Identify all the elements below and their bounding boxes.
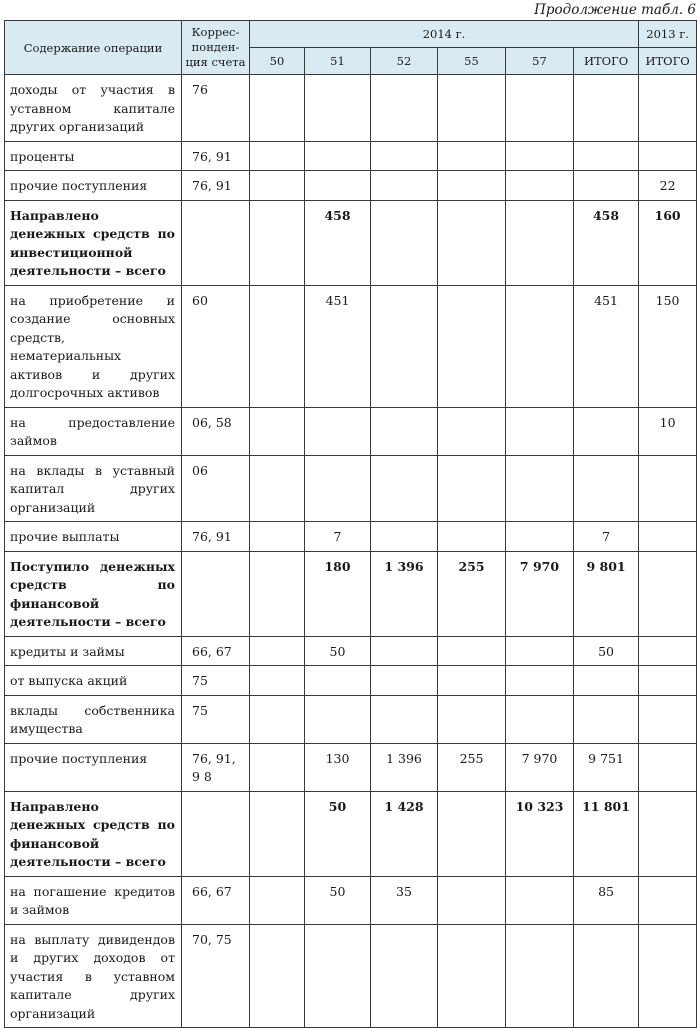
cell-operation: Направлено денежных средств по инвестиционной деятельности – всего <box>5 200 182 285</box>
cell-52 <box>371 171 438 201</box>
cell-operation: на погашение кредитов и займов <box>5 876 182 924</box>
cell-55 <box>438 522 506 552</box>
cell-operation: на выплату дивидендов и других доходов от участия в уставном капитале других организаций <box>5 924 182 1028</box>
table-row <box>5 455 697 522</box>
cell-operation: Направлено денежных средств по финансовой деятельности – всего <box>5 791 182 876</box>
cell-total-2014: 7 <box>574 522 639 552</box>
cell-total-2014: 50 <box>574 636 639 666</box>
cell-55 <box>438 200 506 285</box>
cell-total-2014 <box>574 171 639 201</box>
cell-operation: на предоставление займов <box>5 407 182 455</box>
cell-total-2014 <box>574 695 639 743</box>
cell-account: 70, 75 <box>182 924 250 1028</box>
cell-operation: вклады собственника имущества <box>5 695 182 743</box>
cell-account: 76, 91, 9 8 <box>182 743 250 791</box>
cell-account: 60 <box>182 285 250 407</box>
cell-51: 7 <box>305 522 371 552</box>
table-row <box>5 551 697 636</box>
cell-52 <box>371 285 438 407</box>
cell-57 <box>506 666 574 696</box>
cell-total-2013 <box>639 743 697 791</box>
cell-55 <box>438 455 506 522</box>
cell-operation: прочие поступления <box>5 171 182 201</box>
cell-50 <box>250 200 305 285</box>
cell-50 <box>250 522 305 552</box>
cell-52 <box>371 75 438 142</box>
cell-total-2013 <box>639 551 697 636</box>
cell-50 <box>250 455 305 522</box>
cell-50 <box>250 285 305 407</box>
cell-total-2013 <box>639 876 697 924</box>
cell-account: 75 <box>182 666 250 696</box>
cell-50 <box>250 551 305 636</box>
cell-total-2013: 160 <box>639 200 697 285</box>
cell-51: 50 <box>305 791 371 876</box>
cell-50 <box>250 666 305 696</box>
table-row <box>5 200 697 285</box>
cell-total-2013 <box>639 522 697 552</box>
cell-57 <box>506 141 574 171</box>
cell-55 <box>438 171 506 201</box>
cell-52: 1 428 <box>371 791 438 876</box>
cell-total-2013: 22 <box>639 171 697 201</box>
cell-51 <box>305 407 371 455</box>
table-body <box>5 75 697 1028</box>
cell-account: 76, 91 <box>182 171 250 201</box>
header-col-total-2014: ИТОГО <box>574 48 639 75</box>
table-row <box>5 666 697 696</box>
table-row <box>5 171 697 201</box>
cell-57 <box>506 200 574 285</box>
cell-total-2013 <box>639 636 697 666</box>
cell-55 <box>438 876 506 924</box>
cell-57 <box>506 75 574 142</box>
cell-total-2013 <box>639 791 697 876</box>
cell-55: 255 <box>438 743 506 791</box>
cell-total-2013: 150 <box>639 285 697 407</box>
cell-51: 180 <box>305 551 371 636</box>
cell-total-2013 <box>639 75 697 142</box>
cell-total-2014: 458 <box>574 200 639 285</box>
cell-51: 50 <box>305 636 371 666</box>
cell-50 <box>250 876 305 924</box>
cell-55 <box>438 791 506 876</box>
table-row <box>5 285 697 407</box>
table-row <box>5 743 697 791</box>
cell-57 <box>506 171 574 201</box>
cell-50 <box>250 407 305 455</box>
table-row <box>5 141 697 171</box>
table-row <box>5 695 697 743</box>
cell-51 <box>305 171 371 201</box>
header-col-total-2013: ИТОГО <box>639 48 697 75</box>
cell-total-2014: 85 <box>574 876 639 924</box>
cell-total-2014 <box>574 75 639 142</box>
cash-flow-table <box>4 20 697 1028</box>
cell-55 <box>438 666 506 696</box>
cell-account: 66, 67 <box>182 876 250 924</box>
header-operation: Содержание операции <box>5 21 182 75</box>
cell-57: 10 323 <box>506 791 574 876</box>
cell-operation: кредиты и займы <box>5 636 182 666</box>
header-col-55: 55 <box>438 48 506 75</box>
cell-51: 458 <box>305 200 371 285</box>
cell-55: 255 <box>438 551 506 636</box>
header-year-2013: 2013 г. <box>639 21 697 48</box>
cell-51 <box>305 75 371 142</box>
cell-52 <box>371 666 438 696</box>
cell-51 <box>305 695 371 743</box>
cell-52 <box>371 407 438 455</box>
cell-total-2014: 451 <box>574 285 639 407</box>
cell-57 <box>506 695 574 743</box>
cell-operation: доходы от участия в уставном капитале других организаций <box>5 75 182 142</box>
cell-account: 06 <box>182 455 250 522</box>
cell-55 <box>438 75 506 142</box>
cell-operation: проценты <box>5 141 182 171</box>
cell-52 <box>371 200 438 285</box>
cell-52: 1 396 <box>371 743 438 791</box>
cell-total-2014 <box>574 666 639 696</box>
cell-total-2014 <box>574 141 639 171</box>
cell-account <box>182 200 250 285</box>
cell-50 <box>250 743 305 791</box>
cell-50 <box>250 75 305 142</box>
cell-57 <box>506 455 574 522</box>
header-col-52: 52 <box>371 48 438 75</box>
cell-total-2014: 9 751 <box>574 743 639 791</box>
cell-52 <box>371 636 438 666</box>
cell-50 <box>250 636 305 666</box>
cell-52: 35 <box>371 876 438 924</box>
cell-51: 130 <box>305 743 371 791</box>
cell-52 <box>371 695 438 743</box>
cell-52 <box>371 522 438 552</box>
cell-account: 76, 91 <box>182 141 250 171</box>
cell-account: 75 <box>182 695 250 743</box>
cell-55 <box>438 141 506 171</box>
cell-operation: Поступило денежных средств по финансовой деятельности – всего <box>5 551 182 636</box>
cell-50 <box>250 791 305 876</box>
cell-55 <box>438 636 506 666</box>
cell-55 <box>438 407 506 455</box>
table-row <box>5 791 697 876</box>
cell-50 <box>250 695 305 743</box>
header-year-2014: 2014 г. <box>250 21 639 48</box>
cell-55 <box>438 285 506 407</box>
table-header <box>5 21 697 75</box>
table-caption: Продолжение табл. 6 <box>534 2 696 18</box>
cell-57: 7 970 <box>506 743 574 791</box>
header-col-57: 57 <box>506 48 574 75</box>
header-col-50: 50 <box>250 48 305 75</box>
cell-51: 451 <box>305 285 371 407</box>
cell-51: 50 <box>305 876 371 924</box>
cell-account: 06, 58 <box>182 407 250 455</box>
cell-51 <box>305 666 371 696</box>
cell-57 <box>506 876 574 924</box>
cell-operation: от выпуска акций <box>5 666 182 696</box>
cell-operation: прочие выплаты <box>5 522 182 552</box>
cell-total-2013 <box>639 695 697 743</box>
cell-total-2013 <box>639 666 697 696</box>
cell-total-2014 <box>574 455 639 522</box>
table-row <box>5 407 697 455</box>
cell-account: 76, 91 <box>182 522 250 552</box>
cell-account <box>182 791 250 876</box>
cell-total-2013 <box>639 455 697 522</box>
cell-51 <box>305 141 371 171</box>
cell-account: 66, 67 <box>182 636 250 666</box>
cell-operation: прочие поступления <box>5 743 182 791</box>
cell-account: 76 <box>182 75 250 142</box>
cell-55 <box>438 695 506 743</box>
cell-operation: на вклады в уставный капитал других организаций <box>5 455 182 522</box>
header-col-51: 51 <box>305 48 371 75</box>
cell-57 <box>506 522 574 552</box>
cell-50 <box>250 171 305 201</box>
table-row <box>5 75 697 142</box>
cell-total-2013: 10 <box>639 407 697 455</box>
cell-57 <box>506 407 574 455</box>
cell-50 <box>250 141 305 171</box>
cell-57 <box>506 636 574 666</box>
header-account: Коррес- понден- ция счета <box>182 21 250 75</box>
cell-52: 1 396 <box>371 551 438 636</box>
cell-52 <box>371 141 438 171</box>
cell-total-2014: 11 801 <box>574 791 639 876</box>
cell-total-2014 <box>574 407 639 455</box>
cell-total-2014: 9 801 <box>574 551 639 636</box>
cell-57 <box>506 285 574 407</box>
table-row <box>5 636 697 666</box>
cell-52 <box>371 455 438 522</box>
cell-51 <box>305 455 371 522</box>
cell-operation: на приобретение и создание основных средств, нематериальных активов и других долгосрочных активов <box>5 285 182 407</box>
table-row <box>5 522 697 552</box>
cell-total-2013 <box>639 141 697 171</box>
cell-57: 7 970 <box>506 551 574 636</box>
table-row <box>5 876 697 924</box>
cell-account <box>182 551 250 636</box>
